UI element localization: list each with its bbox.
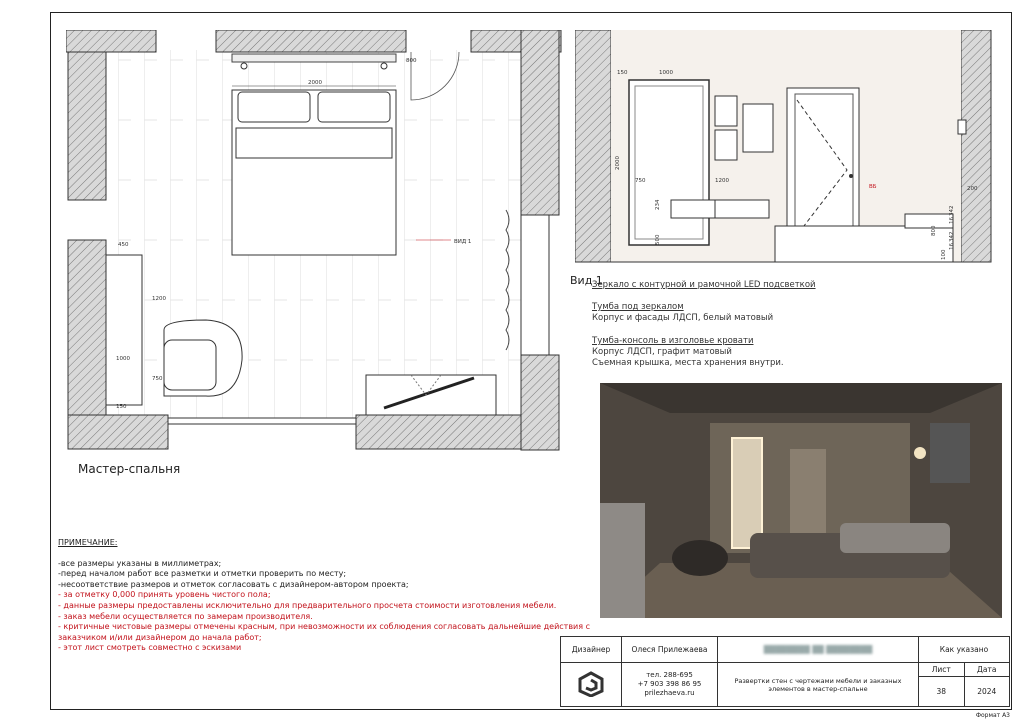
format-label: Формат А3	[975, 712, 1010, 719]
logo-cell	[561, 663, 622, 707]
dim-150: 150	[617, 70, 628, 76]
dim-top-right: 800	[406, 58, 417, 64]
note-red-6: - этот лист смотреть совместно с эскизами	[58, 643, 242, 653]
note-black-1: -все размеры указаны в миллиметрах;	[58, 558, 222, 568]
note-red-4: - критичные чистовые размеры отмечены красным, при невозможности их соблюдения согласовать дальнейшие действия с	[58, 622, 591, 632]
project-address-redacted: ████████ ██ ████████	[718, 637, 919, 663]
elevation-view	[575, 30, 995, 270]
notes-block	[58, 538, 590, 654]
date-label: Дата	[964, 663, 1010, 677]
note-cabinet	[592, 302, 773, 324]
dim-1200: 1200	[715, 178, 729, 184]
note-mirror-title: Зеркало с контурной и рамочной LED подсветкой	[592, 280, 816, 290]
dim-100: 100	[941, 249, 947, 260]
note-black-3: -несоответствие размеров и отметок согласовать с дизайнером-автором проекта;	[58, 579, 409, 589]
note-console	[592, 336, 784, 369]
title-block	[560, 636, 1010, 707]
dim-200: 200	[967, 186, 978, 192]
dim-1000: 1000	[659, 70, 673, 76]
sheet-label: Лист	[919, 663, 965, 677]
phone-1: тел. 288-695	[646, 671, 693, 679]
dim-234: 234	[655, 199, 661, 210]
door-tag: ВБ	[869, 184, 877, 190]
dim-chair-b: 750	[152, 376, 163, 382]
dim-750: 750	[635, 178, 646, 184]
interior-render	[600, 383, 1002, 618]
designer-label: Дизайнер	[561, 637, 622, 663]
note-red-3: - заказ мебели осуществляется по замерам производителя.	[58, 611, 313, 621]
dim-2000: 2000	[615, 156, 621, 170]
note-console-line-2: Съемная крышка, места хранения внутри.	[592, 358, 784, 368]
dim-342b: 342	[949, 231, 955, 242]
year: 2024	[964, 677, 1010, 707]
dim-tv-width: 450	[118, 242, 129, 248]
dim-800: 800	[931, 225, 937, 236]
phone-2: +7 903 398 86 95	[637, 680, 702, 688]
view-1-label: ВИД 1	[454, 239, 472, 245]
scale: Как указано	[919, 637, 1010, 663]
note-red-2: - данные размеры предоставлены исключительно для предварительного просчета стоимости изготовления мебели.	[58, 600, 557, 610]
note-console-title: Тумба-консоль в изголовье кровати	[592, 336, 754, 346]
notes-header: ПРИМЕЧАНИЕ:	[58, 538, 118, 547]
note-cabinet-title: Тумба под зеркалом	[592, 302, 684, 312]
note-red-1: - за отметку 0,000 принять уровень чистого пола;	[58, 590, 271, 600]
view-caption: Вид 1	[570, 274, 603, 287]
note-red-5: заказчиком и/или дизайнером до начала работ;	[58, 632, 262, 642]
dim-bottom: 150	[116, 404, 127, 410]
dim-tv-height: 1200	[152, 296, 166, 302]
note-mirror	[592, 280, 816, 291]
dim-16b: 16	[949, 243, 955, 250]
note-black-2: -перед началом работ все разметки и отметки проверить по месту;	[58, 569, 347, 579]
dim-chair-a: 1000	[116, 356, 130, 362]
dim-16a: 16	[949, 217, 955, 224]
website[interactable]: prilezhaeva.ru	[644, 689, 695, 697]
sheet-number: 38	[919, 677, 965, 707]
note-cabinet-line: Корпус и фасады ЛДСП, белый матовый	[592, 313, 774, 323]
plan-caption: Мастер-спальня	[78, 462, 181, 476]
designer-name: Олеся Прилежаева	[622, 637, 718, 663]
note-console-line-1: Корпус ЛДСП, графит матовый	[592, 347, 732, 357]
sheet-title: Развертки стен с чертежами мебели и заказных элементов в мастер-спальне	[718, 663, 919, 707]
dim-342a: 342	[949, 205, 955, 216]
logo-icon	[578, 671, 604, 697]
floor-plan	[66, 30, 566, 460]
dim-bed-width: 2000	[308, 80, 322, 86]
dim-500: 500	[655, 234, 661, 245]
